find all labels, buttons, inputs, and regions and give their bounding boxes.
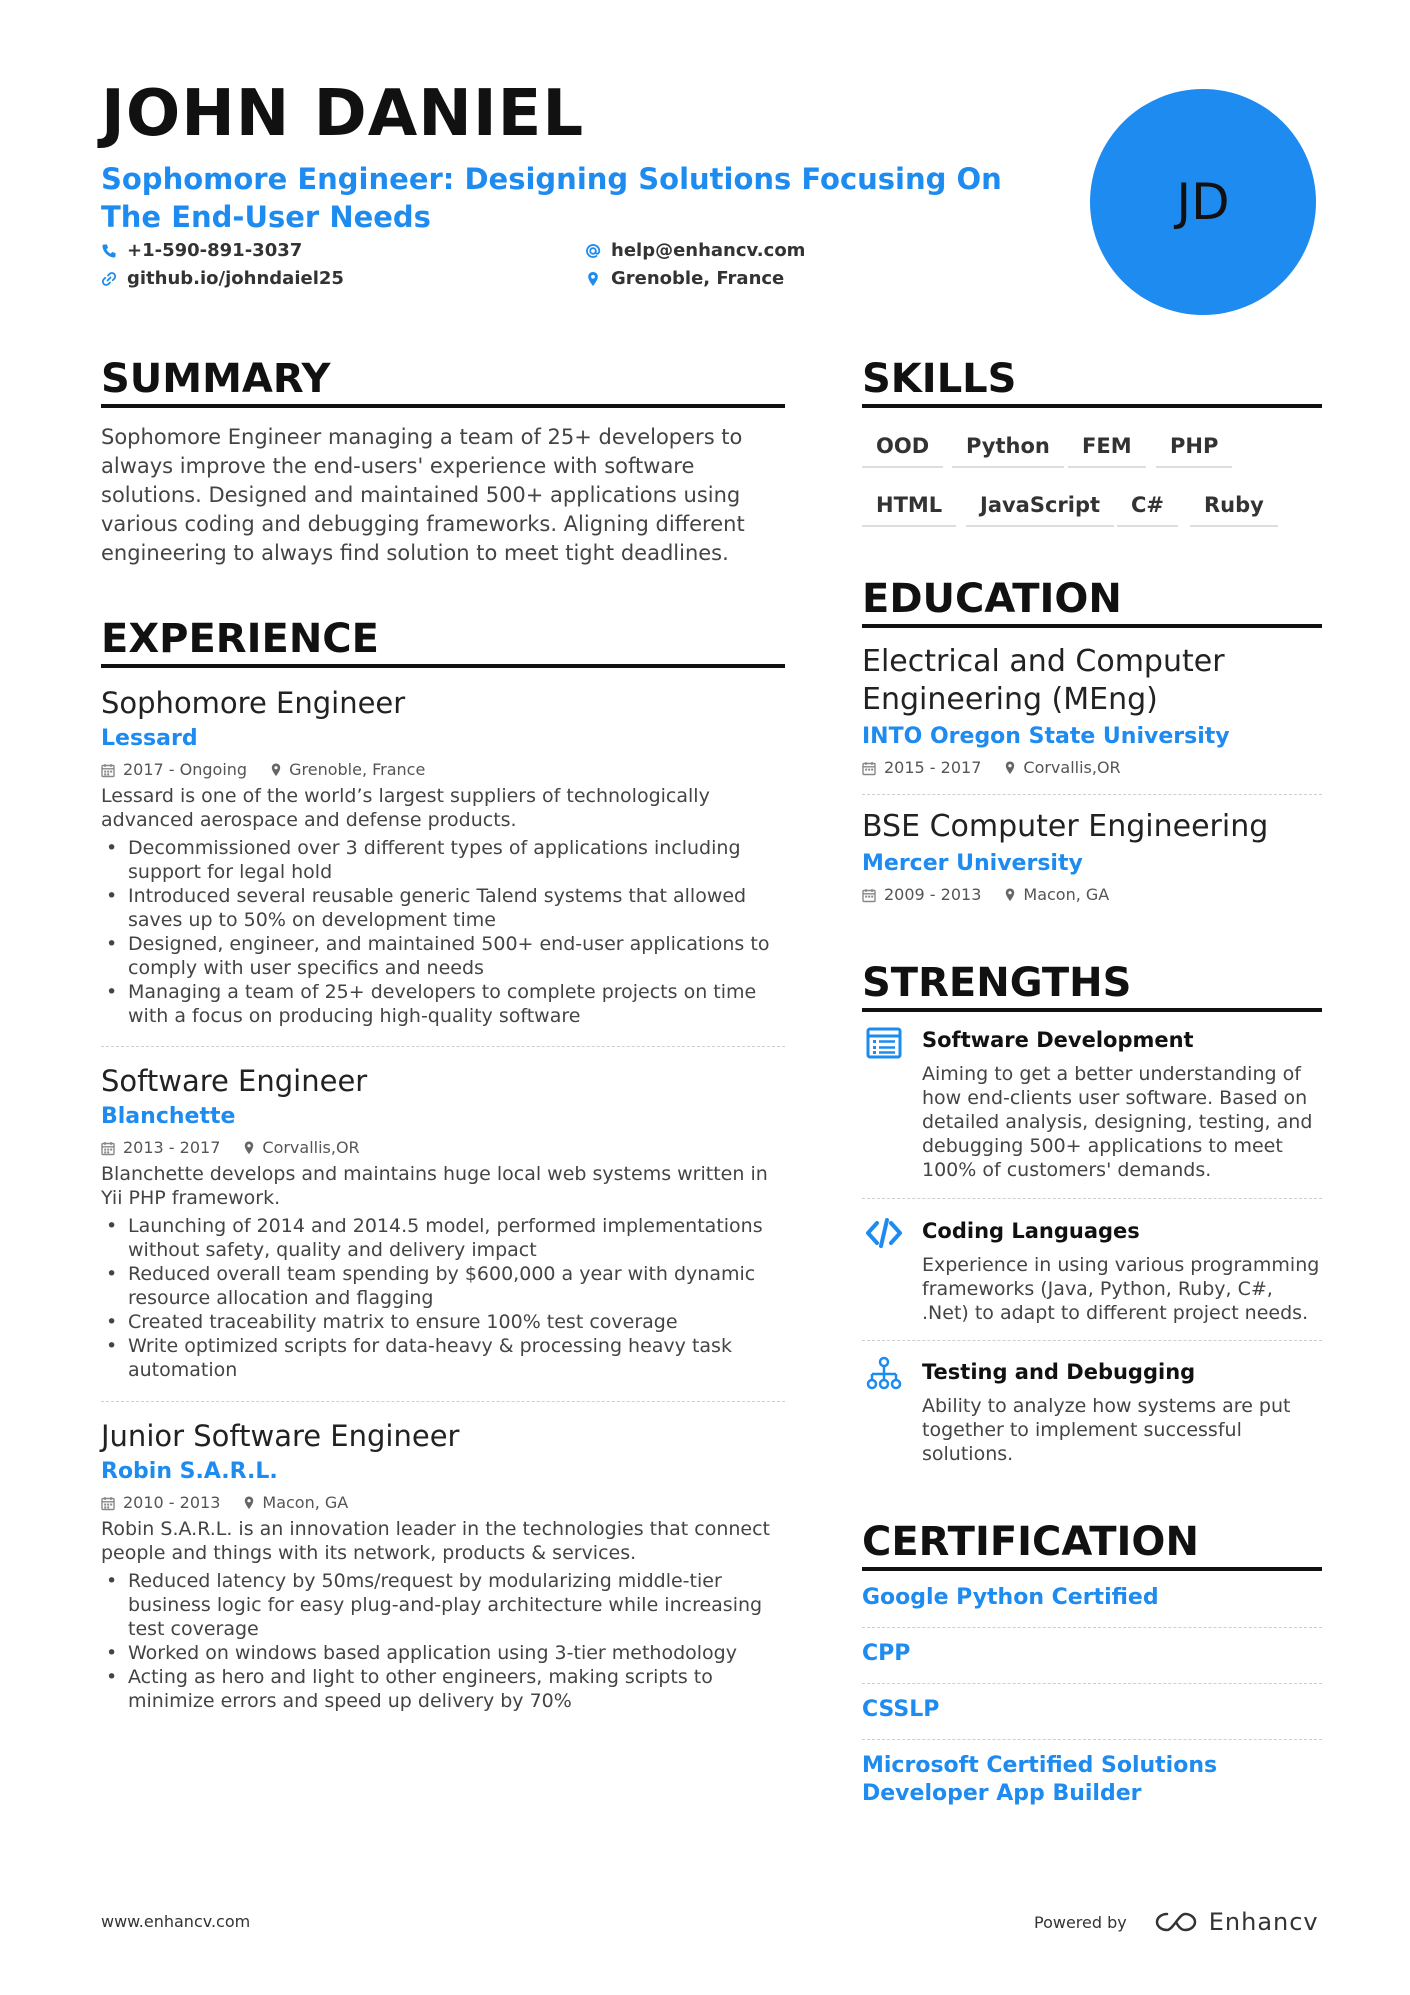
education-separator (862, 794, 1322, 795)
location-text: Grenoble, France (611, 268, 785, 289)
job-meta (101, 1134, 785, 1162)
summary-title: SUMMARY (101, 356, 331, 402)
certification-separator (862, 1739, 1322, 1740)
job-bullet: • Write optimized scripts for data-heavy & processing heavy task automation (101, 1334, 785, 1382)
footer-branding (1034, 1908, 1319, 1936)
calendar-icon (862, 888, 876, 903)
certification-item: CSSLP (862, 1697, 940, 1722)
education-dates-text: 2015 - 2017 (884, 758, 982, 777)
enhancv-logo[interactable] (1153, 1908, 1319, 1936)
skills-divider (862, 404, 1322, 408)
job-company: Blanchette (101, 1104, 236, 1129)
link-icon (101, 271, 117, 287)
education-divider (862, 624, 1322, 628)
contact-website[interactable] (101, 268, 344, 289)
enhancv-logo-icon (1153, 1910, 1199, 1934)
strengths-title: STRENGTHS (862, 960, 1132, 1006)
job-title: Sophomore Engineer (101, 686, 406, 720)
calendar-icon (101, 1496, 115, 1511)
strength-separator (862, 1340, 1322, 1341)
skill-tag: C# (1117, 483, 1178, 527)
strength-title: Testing and Debugging (922, 1360, 1196, 1384)
website-text[interactable]: github.io/johndaiel25 (127, 268, 344, 289)
job-title: Junior Software Engineer (101, 1419, 460, 1453)
experience-item (101, 1062, 785, 1382)
strength-title: Software Development (922, 1028, 1194, 1052)
job-meta (101, 1489, 785, 1517)
summary-divider (101, 404, 785, 408)
skill-tag: HTML (862, 483, 956, 527)
job-meta (101, 756, 785, 784)
avatar (1090, 89, 1316, 315)
job-dates (101, 1489, 220, 1517)
avatar-initials: JD (1176, 173, 1230, 231)
skill-tag: Python (952, 424, 1064, 468)
strength-description: Experience in using various programming frameworks (Java, Python, Ruby, C#, .Net) to adapt to different project needs. (922, 1254, 1320, 1324)
job-dates-text: 2010 - 2013 (123, 1493, 221, 1512)
calendar-icon (101, 763, 115, 778)
location-pin-icon (1005, 888, 1015, 902)
experience-item (101, 1417, 785, 1713)
job-bullet: • Worked on windows based application using 3-tier methodology (101, 1641, 785, 1665)
job-description: Robin S.A.R.L. is an innovation leader in the technologies that connect people and things with its network, products & services. (101, 1518, 770, 1564)
certification-separator (862, 1627, 1322, 1628)
education-title: EDUCATION (862, 576, 1122, 622)
skill-tag: FEM (1068, 424, 1146, 468)
job-location-text: Corvallis,OR (262, 1138, 360, 1157)
education-location-text: Corvallis,OR (1023, 758, 1121, 777)
job-dates (101, 756, 247, 784)
job-title: Software Engineer (101, 1064, 368, 1098)
education-school: INTO Oregon State University (862, 724, 1230, 749)
phone-text: +1-590-891-3037 (127, 240, 303, 261)
certification-item: CPP (862, 1641, 911, 1666)
job-bullet: • Created traceability matrix to ensure 100% test coverage (101, 1310, 785, 1334)
job-location (244, 1489, 348, 1517)
education-location-text: Macon, GA (1023, 885, 1110, 904)
job-bullets (101, 1569, 785, 1713)
enhancv-logo-text: Enhancv (1208, 1908, 1319, 1936)
certification-title: CERTIFICATION (862, 1519, 1199, 1565)
education-school: Mercer University (862, 851, 1083, 876)
location-pin-icon (244, 1496, 254, 1510)
footer-website[interactable]: www.enhancv.com (101, 1912, 251, 1931)
job-location-text: Grenoble, France (289, 760, 426, 779)
location-pin-icon (1005, 761, 1015, 775)
job-bullet: • Reduced latency by 50ms/request by modularizing middle-tier business logic for easy plug-and-play architecture while increasing test coverage (101, 1569, 785, 1641)
job-company: Robin S.A.R.L. (101, 1459, 278, 1484)
education-meta (862, 881, 1109, 909)
location-pin-icon (244, 1141, 254, 1155)
calendar-icon (862, 761, 876, 776)
education-meta (862, 754, 1121, 782)
skills-title: SKILLS (862, 356, 1017, 402)
experience-item (101, 684, 785, 1028)
job-separator (101, 1046, 785, 1047)
at-icon (585, 243, 601, 259)
contact-location (585, 268, 784, 289)
skill-tag: Ruby (1190, 483, 1278, 527)
education-dates-text: 2009 - 2013 (884, 885, 982, 904)
education-degree: BSE Computer Engineering (862, 809, 1269, 844)
job-separator (101, 1401, 785, 1402)
phone-icon (101, 243, 117, 259)
job-location (271, 756, 425, 784)
job-bullets (101, 1214, 785, 1382)
experience-divider (101, 664, 785, 668)
contact-email[interactable] (585, 240, 805, 261)
certification-item: Google Python Certified (862, 1585, 1159, 1610)
strength-title: Coding Languages (922, 1219, 1140, 1243)
summary-text: Sophomore Engineer managing a team of 25+ developers to always improve the end-users' experience with software solutions. Designed and maintained 500+ applications using various coding and debugging frameworks. Aligning different engineering to always find solution to meet tight deadlines. (101, 425, 745, 565)
strength-separator (862, 1198, 1322, 1199)
job-bullet: • Launching of 2014 and 2014.5 model, performed implementations without safety, quality and delivery impact (101, 1214, 785, 1262)
strength-description: Ability to analyze how systems are put together to implement successful solutions. (922, 1395, 1291, 1465)
job-dates (101, 1134, 220, 1162)
job-bullet: • Acting as hero and light to other engineers, making scripts to minimize errors and speed up delivery by 70% (101, 1665, 785, 1713)
list-icon (866, 1025, 902, 1061)
education-location (1005, 754, 1120, 782)
certification-divider (862, 1567, 1322, 1571)
candidate-name: JOHN DANIEL (101, 77, 585, 151)
skill-tag: JavaScript (966, 483, 1114, 527)
contact-phone (101, 240, 302, 261)
experience-title: EXPERIENCE (101, 616, 379, 662)
powered-by-label: Powered by (1034, 1912, 1127, 1932)
certification-item: Microsoft Certified Solutions Developer App Builder (862, 1753, 1218, 1806)
hierarchy-icon (866, 1356, 902, 1392)
candidate-subtitle: Sophomore Engineer: Designing Solutions Focusing On The End-User Needs (101, 162, 1002, 234)
skill-tag: OOD (862, 424, 943, 468)
location-pin-icon (271, 763, 281, 777)
location-pin-icon (585, 271, 601, 287)
job-description: Lessard is one of the world’s largest suppliers of technologically advanced aerospace and defense products. (101, 785, 710, 831)
calendar-icon (101, 1141, 115, 1156)
job-bullet: • Managing a team of 25+ developers to complete projects on time with a focus on producing high-quality software (101, 980, 785, 1028)
strength-description: Aiming to get a better understanding of how end-clients user software. Based on detailed analysis, designing, testing, and debugging 500+ applications to meet 100% of customers' demands. (922, 1063, 1313, 1181)
job-bullet: • Decommissioned over 3 different types of applications including support for legal hold (101, 836, 785, 884)
email-text[interactable]: help@enhancv.com (611, 240, 806, 261)
certification-separator (862, 1683, 1322, 1684)
job-bullets (101, 836, 785, 1028)
education-dates (862, 754, 981, 782)
job-dates-text: 2017 - Ongoing (123, 760, 248, 779)
job-bullet: • Designed, engineer, and maintained 500+ end-user applications to comply with user specifics and needs (101, 932, 785, 980)
job-dates-text: 2013 - 2017 (123, 1138, 221, 1157)
job-bullet: • Reduced overall team spending by $600,000 a year with dynamic resource allocation and flagging (101, 1262, 785, 1310)
education-dates (862, 881, 981, 909)
education-location (1005, 881, 1109, 909)
job-company: Lessard (101, 726, 198, 751)
job-location-text: Macon, GA (262, 1493, 349, 1512)
job-bullet: • Introduced several reusable generic Talend systems that allowed saves up to 50% on development time (101, 884, 785, 932)
code-icon (866, 1215, 902, 1251)
education-degree: Electrical and Computer Engineering (MEng) (862, 644, 1225, 717)
skill-tag: PHP (1156, 424, 1232, 468)
job-description: Blanchette develops and maintains huge local web systems written in Yii PHP framework. (101, 1163, 768, 1209)
job-location (244, 1134, 359, 1162)
strengths-divider (862, 1008, 1322, 1012)
